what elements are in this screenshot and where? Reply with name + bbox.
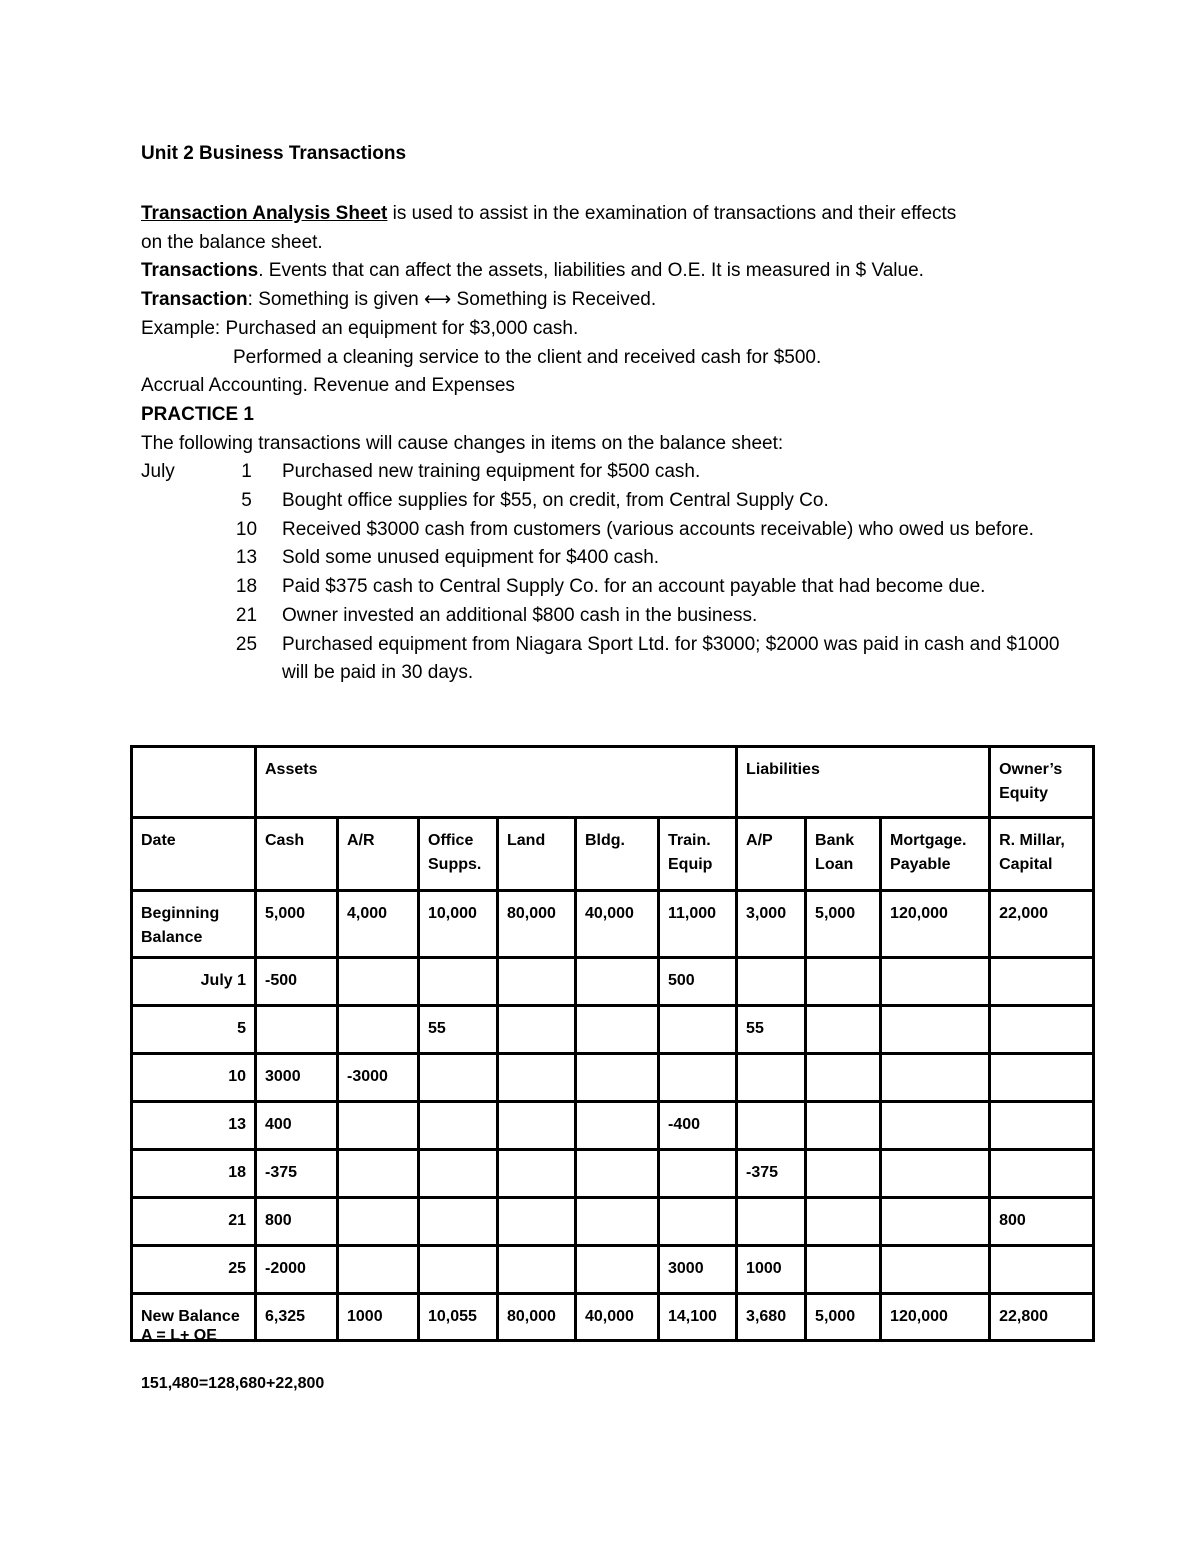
table-cell [338,1102,419,1150]
table-cell: 22,800 [990,1294,1094,1341]
table-cell [806,1198,881,1246]
transaction-text: : Something is given ⟷ Something is Received. [247,289,657,311]
table-cell [338,1006,419,1054]
transaction-description: Sold some unused equipment for $400 cash. [282,547,660,569]
column-header: Bank Loan [806,818,881,891]
transaction-month: July [141,461,175,483]
table-cell [806,1102,881,1150]
transaction-item [141,516,1072,545]
transaction-item [141,573,1072,602]
example-line-2: Performed a cleaning service to the client and received cash for $500. [233,346,822,368]
column-header: Bldg. [576,818,659,891]
date-cell: 21 [132,1198,256,1246]
table-cell: -500 [256,958,338,1006]
table-row [132,1150,1094,1198]
table-row [132,1246,1094,1294]
transaction-month [141,544,211,573]
table-cell [419,1054,498,1102]
column-header: Mortgage. Payable [881,818,990,891]
table-cell [881,1006,990,1054]
transactions-line [141,257,1072,286]
table-cell [990,1150,1094,1198]
table-cell [498,1006,576,1054]
table-cell [990,1246,1094,1294]
table-cell: 3000 [659,1246,737,1294]
table-cell [576,1150,659,1198]
table-cell [338,1246,419,1294]
table-cell [338,958,419,1006]
beginning-balance-row [132,891,1094,958]
table-cell [737,1054,806,1102]
table-cell [990,1054,1094,1102]
table-cell [881,1198,990,1246]
table-cell [990,1006,1094,1054]
assets-header: Assets [256,747,737,818]
transaction-description: Received $3000 cash from customers (various accounts receivable) who owed us before. [282,518,1034,540]
transaction-day: 21 [235,604,258,626]
table-cell [881,1102,990,1150]
table-cell: -375 [256,1150,338,1198]
table-cell [419,1102,498,1150]
table-cell: 14,100 [659,1294,737,1341]
table-cell: -375 [737,1150,806,1198]
transaction-description: Purchased equipment from Niagara Sport Ltd. for $3000; $2000 was paid in cash and $1000 will be paid in 30 days. [282,633,1060,684]
transactions-label: Transactions [141,260,259,282]
transaction-line [141,286,1072,315]
date-cell: 25 [132,1246,256,1294]
table-cell: 80,000 [498,891,576,958]
table-cell: 120,000 [881,891,990,958]
table-cell: 6,325 [256,1294,338,1341]
table-cell: 10,000 [419,891,498,958]
table-cell: 120,000 [881,1294,990,1341]
table-cell [498,1246,576,1294]
transaction-month [141,516,211,545]
table-cell: 5,000 [806,1294,881,1341]
table-cell [881,958,990,1006]
column-header: A/R [338,818,419,891]
transaction-day: 13 [235,547,258,569]
table-cell: -400 [659,1102,737,1150]
table-cell [419,1198,498,1246]
transaction-month [141,487,211,516]
table-cell: 4,000 [338,891,419,958]
table-cell [737,1102,806,1150]
transaction-description: Purchased new training equipment for $500 cash. [282,461,701,483]
date-cell: July 1 [132,958,256,1006]
date-cell: 13 [132,1102,256,1150]
table-cell: Beginning Balance [132,891,256,958]
table-cell [498,958,576,1006]
transaction-day: 5 [241,490,252,512]
column-header: Office Supps. [419,818,498,891]
table-cell [737,1198,806,1246]
transaction-list [141,458,1072,688]
table-cell [576,1006,659,1054]
transaction-description: Paid $375 cash to Central Supply Co. for an account payable that had become due. [282,576,986,598]
table-cell [659,1150,737,1198]
table-cell [576,1102,659,1150]
date-cell: 10 [132,1054,256,1102]
table-cell: 1000 [338,1294,419,1341]
column-header: Train. Equip [659,818,737,891]
transaction-item [141,631,1072,688]
table-cell [806,1246,881,1294]
transaction-day: 1 [241,461,252,483]
column-header: Land [498,818,576,891]
transaction-description: Owner invested an additional $800 cash in the business. [282,604,758,626]
table-cell: 3000 [256,1054,338,1102]
transaction-day: 18 [235,576,258,598]
table-cell [256,1006,338,1054]
definition-line-2: on the balance sheet. [141,231,323,253]
table-cell [659,1006,737,1054]
accounting-equation: A = L+ OE [141,1327,217,1344]
table-cell [498,1198,576,1246]
column-header-row [132,818,1094,891]
table-cell [338,1150,419,1198]
table-cell [806,1150,881,1198]
table-cell [419,1246,498,1294]
table-cell [806,1054,881,1102]
date-cell: 18 [132,1150,256,1198]
transaction-month [141,573,211,602]
table-row [132,1198,1094,1246]
table-row [132,1054,1094,1102]
table-row [132,1006,1094,1054]
transaction-item [141,602,1072,631]
table-cell [806,1006,881,1054]
definition-line [141,200,1072,229]
table-cell [737,958,806,1006]
table-cell [576,958,659,1006]
table-cell [806,958,881,1006]
transaction-label: Transaction [141,289,248,311]
intro-section [141,200,1072,688]
practice-heading: PRACTICE 1 [141,403,254,425]
table-cell: 3,000 [737,891,806,958]
table-cell: New Balance [132,1294,256,1341]
accrual-line: Accrual Accounting. Revenue and Expenses [141,375,515,397]
empty-header-cell [132,747,256,818]
table-cell: 40,000 [576,1294,659,1341]
group-header-row [132,747,1094,818]
table-cell: -2000 [256,1246,338,1294]
table-cell: 5,000 [256,891,338,958]
table-cell [419,958,498,1006]
column-header: A/P [737,818,806,891]
page-title: Unit 2 Business Transactions [141,143,407,164]
table-cell [498,1150,576,1198]
transaction-analysis-table [130,745,1095,1342]
table-cell: 40,000 [576,891,659,958]
practice-intro: The following transactions will cause changes in items on the balance sheet: [141,432,784,454]
new-balance-row [132,1294,1094,1341]
transaction-description: Bought office supplies for $55, on credit, from Central Supply Co. [282,490,829,512]
transaction-month [141,631,211,688]
table-cell: 5,000 [806,891,881,958]
column-header: Date [132,818,256,891]
transaction-month [141,602,211,631]
term-transaction-analysis-sheet: Transaction Analysis Sheet [141,203,388,224]
table-cell [498,1054,576,1102]
table-cell: 11,000 [659,891,737,958]
table-cell: 1000 [737,1246,806,1294]
definition-text: is used to assist in the examination of transactions and their effects [387,203,957,224]
table-cell: 10,055 [419,1294,498,1341]
column-header: R. Millar, Capital [990,818,1094,891]
owners-equity-header: Owner’s Equity [990,747,1094,818]
transaction-item [141,544,1072,573]
table-cell [419,1150,498,1198]
equation-totals: 151,480=128,680+22,800 [141,1375,325,1392]
table-cell: 80,000 [498,1294,576,1341]
date-cell: 5 [132,1006,256,1054]
table-cell [659,1198,737,1246]
table-cell: 800 [256,1198,338,1246]
table-cell: 800 [990,1198,1094,1246]
table-cell [576,1246,659,1294]
table-cell [990,1102,1094,1150]
table-cell [576,1054,659,1102]
table-cell [338,1198,419,1246]
table-cell [881,1150,990,1198]
table-cell: 3,680 [737,1294,806,1341]
table-cell [576,1198,659,1246]
table-cell [990,958,1094,1006]
table-cell: 55 [737,1006,806,1054]
column-header: Cash [256,818,338,891]
transactions-text: . Events that can affect the assets, liabilities and O.E. It is measured in $ Value. [258,260,924,282]
table-cell [881,1246,990,1294]
table-row [132,1102,1094,1150]
table-cell [498,1102,576,1150]
table-row [132,958,1094,1006]
table-cell: -3000 [338,1054,419,1102]
liabilities-header: Liabilities [737,747,990,818]
example-line-1: Example: Purchased an equipment for $3,000 cash. [141,317,579,339]
transaction-day: 25 [235,633,258,655]
transaction-day: 10 [235,518,258,540]
table-cell [659,1054,737,1102]
transaction-item [141,458,1072,487]
table-cell [881,1054,990,1102]
table-cell: 22,000 [990,891,1094,958]
transaction-item [141,487,1072,516]
table-cell: 500 [659,958,737,1006]
table-cell: 55 [419,1006,498,1054]
table-cell: 400 [256,1102,338,1150]
